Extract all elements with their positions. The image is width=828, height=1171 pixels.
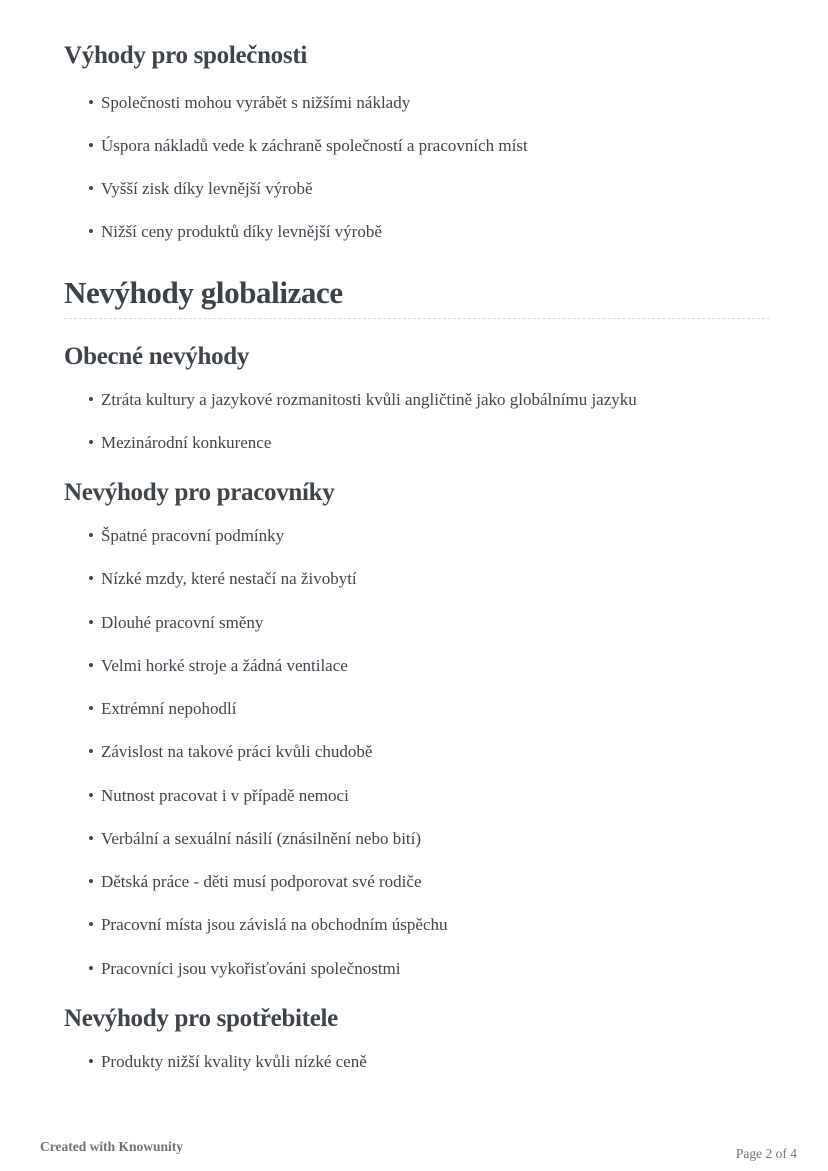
footer-page-indicator: Page 2 of 4 — [735, 1146, 797, 1161]
list-item — [88, 93, 770, 114]
list-item — [88, 699, 770, 720]
bullet-icon: • — [88, 828, 94, 848]
bullet-icon: • — [88, 526, 94, 546]
bullet-icon: • — [88, 699, 94, 719]
list-item-text: Pracovní místa jsou závislá na obchodním úspěchu — [100, 915, 448, 935]
list-item-text: Mezinárodní konkurence — [100, 432, 272, 452]
bullet-icon: • — [88, 1052, 94, 1072]
list-item — [88, 1052, 770, 1073]
bullet-list — [88, 93, 770, 243]
list-item — [88, 179, 770, 200]
bullet-icon: • — [88, 222, 94, 242]
list-item — [88, 829, 770, 850]
bullet-list — [88, 390, 770, 454]
bullet-icon: • — [88, 872, 94, 892]
list-item-text: Vyšší zisk díky levnější výrobě — [100, 179, 313, 199]
list-item-text: Závislost na takové práci kvůli chudobě — [100, 742, 373, 762]
list-item — [88, 786, 770, 807]
bullet-icon: • — [88, 612, 94, 632]
heading-vyhody-pro-spolecnosti: Výhody pro společnosti — [64, 42, 307, 69]
bullet-icon: • — [88, 915, 94, 935]
bullet-icon: • — [88, 569, 94, 589]
list-item-text: Produkty nižší kvality kvůli nízké ceně — [100, 1052, 367, 1072]
footer-credit: Created with Knowunity — [40, 1139, 184, 1154]
page-footer — [40, 1139, 797, 1162]
bullet-icon: • — [88, 389, 94, 409]
list-item — [88, 959, 770, 980]
bullet-icon: • — [88, 785, 94, 805]
list-item — [88, 742, 770, 763]
list-item — [88, 222, 770, 243]
bullet-list — [88, 1052, 770, 1073]
list-item-text: Verbální a sexuální násilí (znásilnění nebo bití) — [100, 828, 422, 848]
list-item — [88, 915, 770, 936]
heading-nevyhody-pro-spotrebitele: Nevýhody pro spotřebitele — [64, 1005, 338, 1033]
list-item-text: Ztráta kultury a jazykové rozmanitosti kvůli angličtině jako globálnímu jazyku — [100, 389, 637, 409]
bullet-icon: • — [88, 135, 94, 155]
list-item — [88, 526, 770, 547]
list-item — [88, 433, 770, 454]
bullet-icon: • — [88, 742, 94, 762]
bullet-icon: • — [88, 958, 94, 978]
heading-nevyhody-globalizace: Nevýhody globalizace — [64, 275, 770, 319]
list-item-text: Nižší ceny produktů díky levnější výrobě — [100, 222, 382, 242]
list-item — [88, 390, 770, 411]
list-item-text: Dětská práce - děti musí podporovat své rodiče — [100, 872, 422, 892]
list-item — [88, 136, 770, 157]
list-item-text: Úspora nákladů vede k záchraně společností a pracovních míst — [100, 135, 528, 155]
list-item-text: Nízké mzdy, které nestačí na živobytí — [100, 569, 357, 589]
bullet-list — [88, 526, 770, 979]
list-item-text: Extrémní nepohodlí — [100, 699, 237, 719]
list-item — [88, 569, 770, 590]
bullet-icon: • — [88, 655, 94, 675]
list-item-text: Velmi horké stroje a žádná ventilace — [100, 655, 348, 675]
list-item-text: Společnosti mohou vyrábět s nižšími náklady — [100, 92, 411, 112]
bullet-icon: • — [88, 432, 94, 452]
heading-obecne-nevyhody: Obecné nevýhody — [64, 342, 250, 370]
heading-nevyhody-pro-pracovniky: Nevýhody pro pracovníky — [64, 479, 335, 507]
list-item-text: Dlouhé pracovní směny — [100, 612, 264, 632]
list-item-text: Pracovníci jsou vykořisťováni společnostmi — [100, 958, 401, 978]
list-item — [88, 656, 770, 677]
list-item — [88, 872, 770, 893]
bullet-icon: • — [88, 92, 94, 112]
list-item-text: Nutnost pracovat i v případě nemoci — [100, 785, 349, 805]
bullet-icon: • — [88, 179, 94, 199]
list-item — [88, 613, 770, 634]
list-item-text: Špatné pracovní podmínky — [100, 526, 285, 546]
